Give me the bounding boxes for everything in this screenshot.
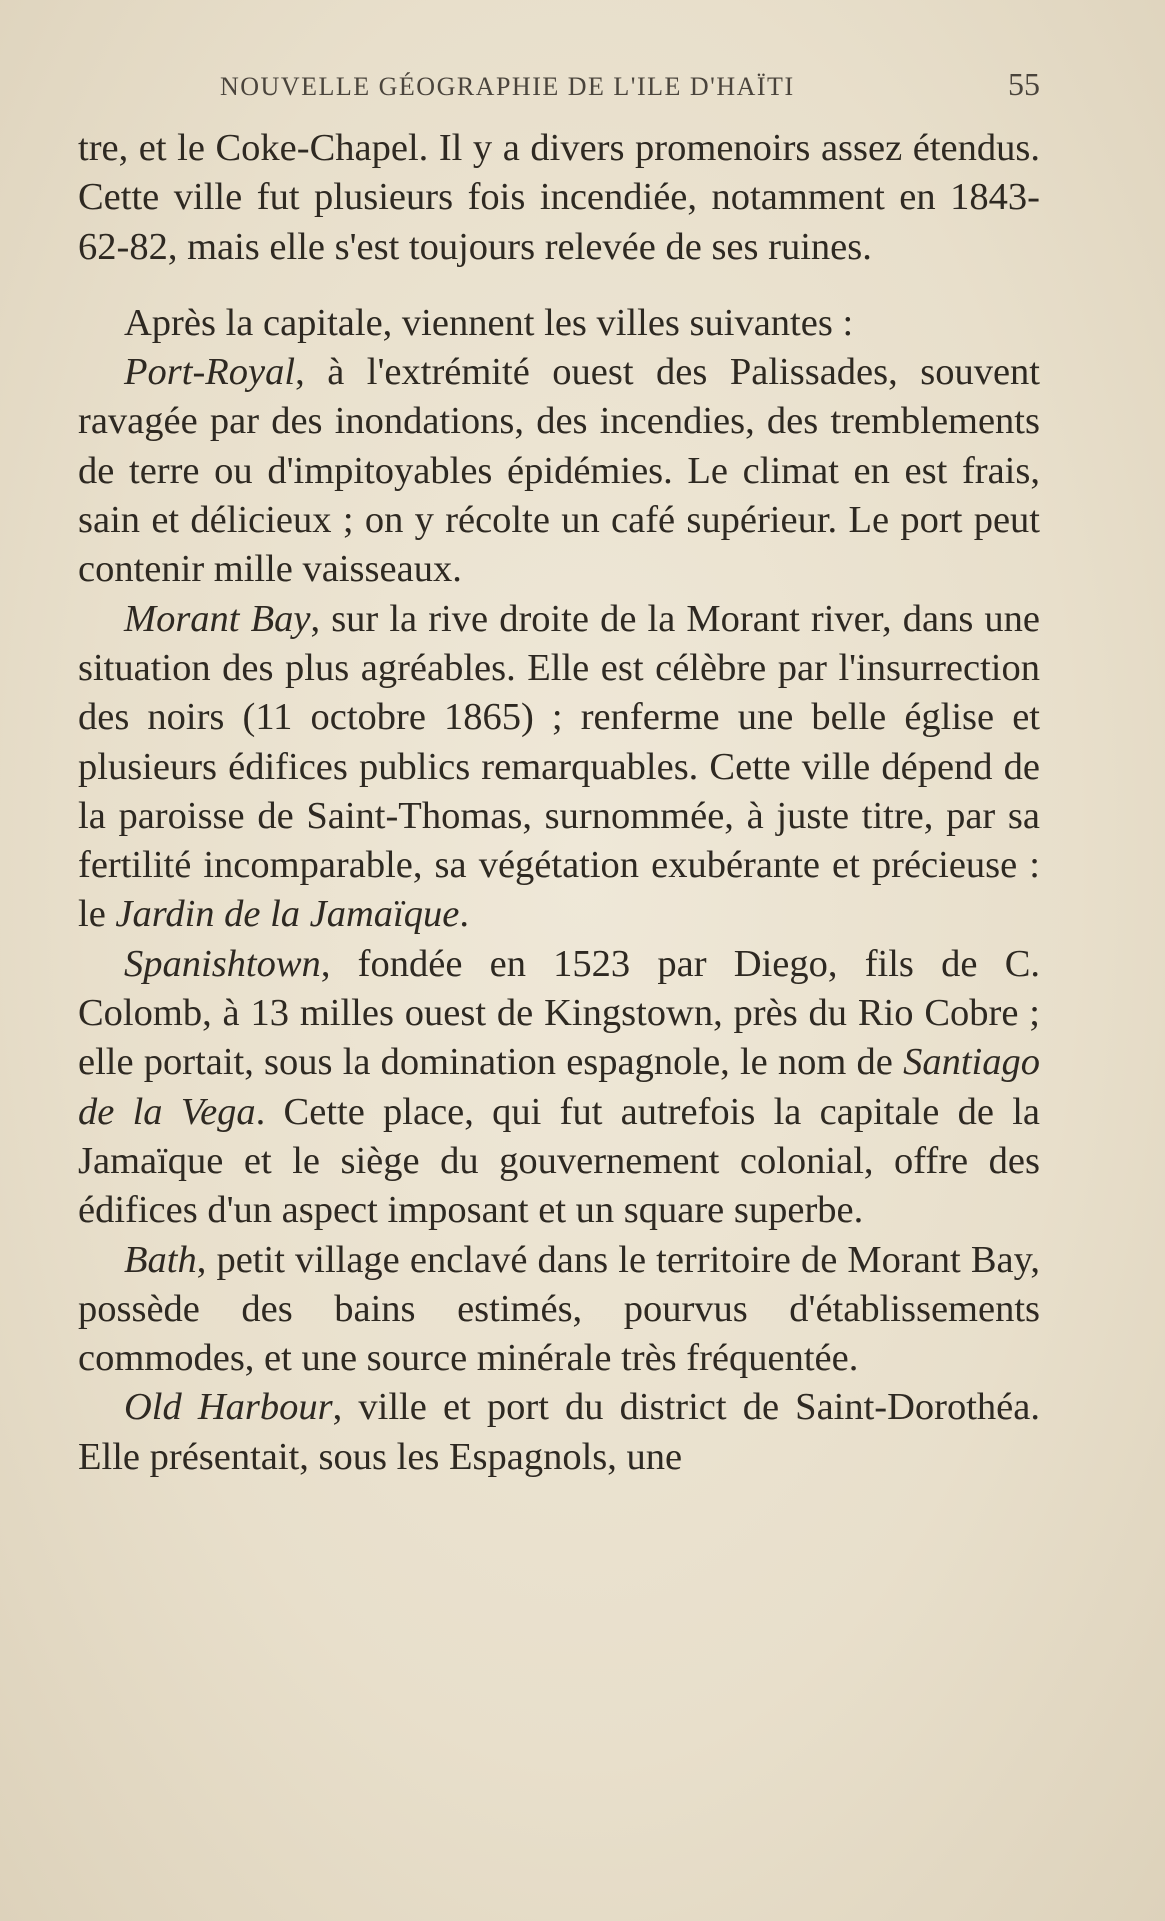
old-harbour-description: , ville et port du district de Saint-Dorothéa. Elle présentait, sous les Espagnols, une <box>78 1386 1040 1478</box>
paragraph-continuation: tre, et le Coke-Chapel. Il y a divers promenoirs assez étendus. Cette ville fut plusieurs fois incendiée, notamment en 1843-62-82, mais elle s'est toujours relevée de ses ruines. <box>78 127 1040 268</box>
spanishtown-description: , fondée en 1523 par Diego, fils de C. Colomb, à 13 milles ouest de Kingstown, près du Rio Cobre ; elle portait, sous la domination espagnole, le nom de <box>78 942 1040 1084</box>
paragraph-bath <box>78 1236 1040 1384</box>
spanishtown-old-name: Santiago de la Vega <box>78 1041 1040 1133</box>
port-royal-description: , à l'extrémité ouest des Palissades, souvent ravagée par des inondations, des incendies, des tremblements de terre ou d'impitoyables épidémies. Le climat en est frais, sain et délicieux ; on y récolte un café supérieur. Le port peut contenir mille vaisseaux. <box>78 351 1040 591</box>
paragraph-port-royal <box>78 348 1040 594</box>
morant-bay-description: , sur la rive droite de la Morant river, dans une situation des plus agréables. Elle est célèbre par l'insurrection des noirs (11 octobre 1865) ; renferme une belle église et plusieurs édifices publics remarquables. Cette ville dépend de la paroisse de Saint-Thomas, surnommée, à juste titre, par sa fertilité incomparable, sa végétation exubérante et précieuse : le <box>78 597 1040 936</box>
morant-bay-end: . <box>459 893 469 936</box>
body-text <box>78 124 1040 1482</box>
morant-bay-epithet: Jardin de la Jamaïque <box>115 893 460 936</box>
place-name-port-royal: Port-Royal <box>124 351 296 394</box>
place-name-morant-bay: Morant Bay <box>124 597 311 640</box>
paragraph-spanishtown <box>78 940 1040 1236</box>
running-title: NOUVELLE GÉOGRAPHIE DE L'ILE D'HAÏTI <box>220 72 795 101</box>
paragraph-old-harbour <box>78 1383 1040 1482</box>
spanishtown-description-end: . Cette place, qui fut autrefois la capitale de la Jamaïque et le siège du gouvernement colonial, offre des édifices d'un aspect imposant et un square superbe. <box>78 1090 1041 1232</box>
running-head <box>80 66 1040 106</box>
page-number: 55 <box>1008 66 1040 102</box>
paragraph-intro: Après la capitale, viennent les villes suivantes : <box>124 301 854 344</box>
place-name-bath: Bath <box>124 1238 197 1281</box>
paragraph-morant-bay <box>78 595 1040 940</box>
bath-description: , petit village enclavé dans le territoire de Morant Bay, possède des bains estimés, pourvus d'établissements commodes, et une source minérale très fréquentée. <box>78 1238 1040 1380</box>
place-name-old-harbour: Old Harbour <box>124 1386 333 1429</box>
place-name-spanishtown: Spanishtown <box>124 942 321 985</box>
